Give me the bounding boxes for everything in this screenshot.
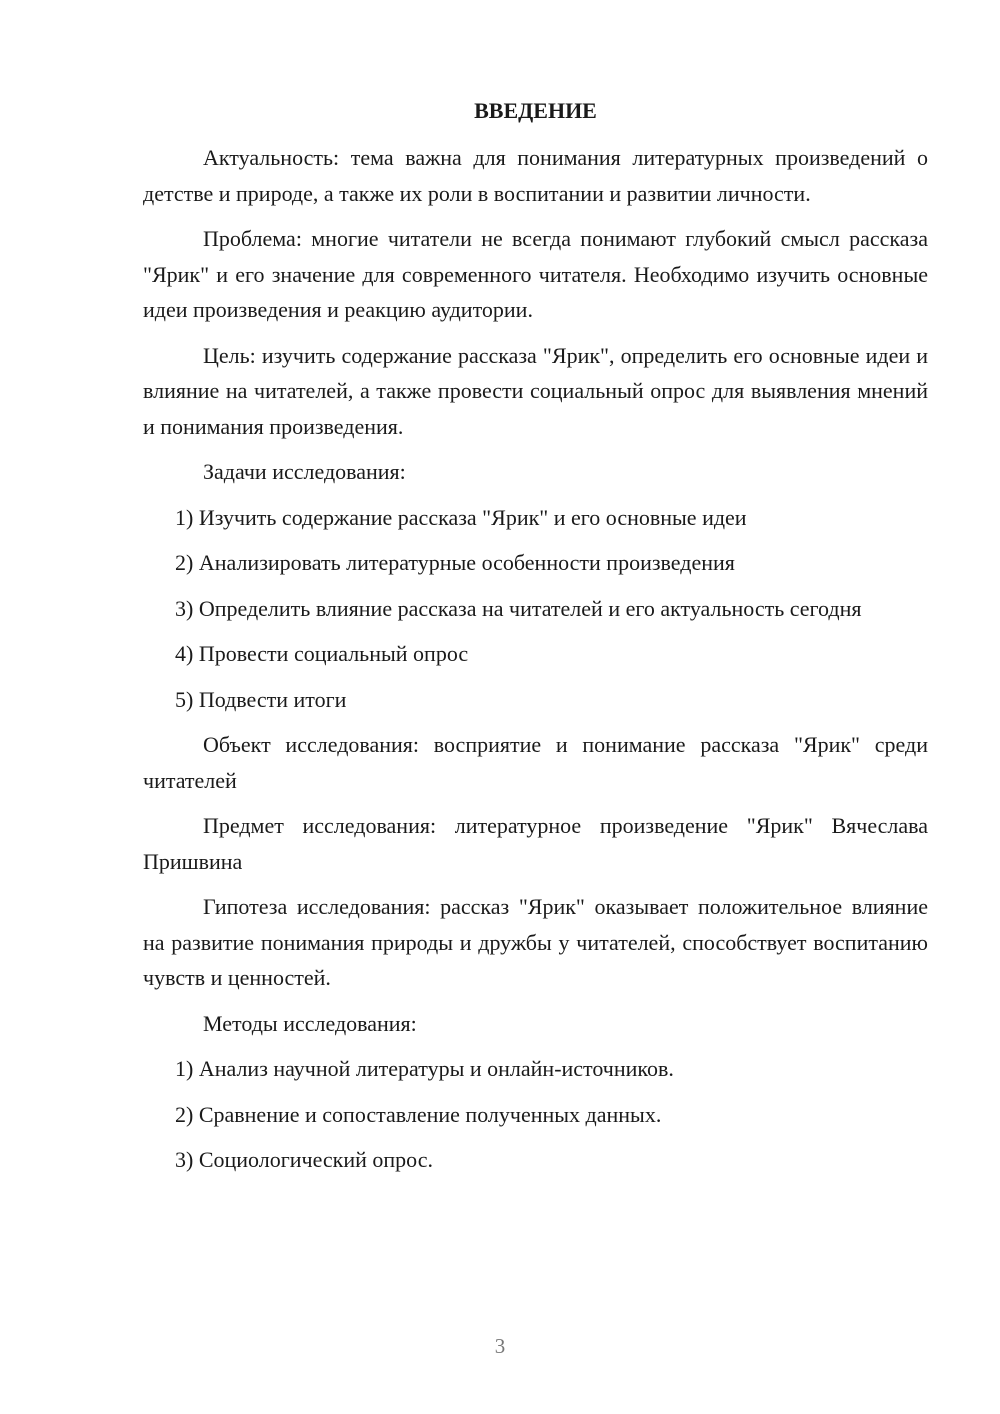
task-item-2: 2) Анализировать литературные особенности произведения [175, 550, 735, 575]
task-item-3: 3) Определить влияние рассказа на читателей и его актуальность сегодня [175, 595, 862, 621]
task-item-1: 1) Изучить содержание рассказа "Ярик" и его основные идеи [175, 504, 747, 530]
task-item-5: 5) Подвести итоги [175, 686, 347, 712]
page-number: 3 [494, 1334, 506, 1358]
paragraph-object: Объект исследования: восприятие и понимание рассказа "Ярик" среди читателей [143, 732, 928, 793]
paragraph-goal: Цель: изучить содержание рассказа "Ярик", определить его основные идеи и влияние на читателей, а также провести социальный опрос для выявления мнений и понимания произведения. [143, 342, 928, 439]
paragraph-relevance: Актуальность: тема важна для понимания литературных произведений о детстве и природе, а также их роли в воспитании и развитии личности. [143, 145, 928, 206]
method-item-3: 3) Социологический опрос. [175, 1147, 433, 1172]
paragraph-problem: Проблема: многие читатели не всегда понимают глубокий смысл рассказа "Ярик" и его значение для современного читателя. Необходимо изучить основные идеи произведения и реакцию аудитории. [143, 226, 928, 322]
task-item-4: 4) Провести социальный опрос [175, 641, 469, 666]
methods-heading: Методы исследования: [203, 1010, 417, 1036]
page-content [143, 96, 928, 1188]
method-item-2: 2) Сравнение и сопоставление полученных данных. [175, 1101, 662, 1127]
tasks-heading: Задачи исследования: [203, 459, 406, 484]
page-title: ВВЕДЕНИЕ [474, 98, 597, 123]
paragraph-hypothesis: Гипотеза исследования: рассказ "Ярик" оказывает положительное влияние на развитие понимания природы и дружбы у читателей, способствует воспитанию чувств и ценностей. [143, 894, 928, 990]
method-item-1: 1) Анализ научной литературы и онлайн-источников. [175, 1056, 674, 1081]
paragraph-subject: Предмет исследования: литературное произведение "Ярик" Вячеслава Пришвина [143, 813, 928, 874]
